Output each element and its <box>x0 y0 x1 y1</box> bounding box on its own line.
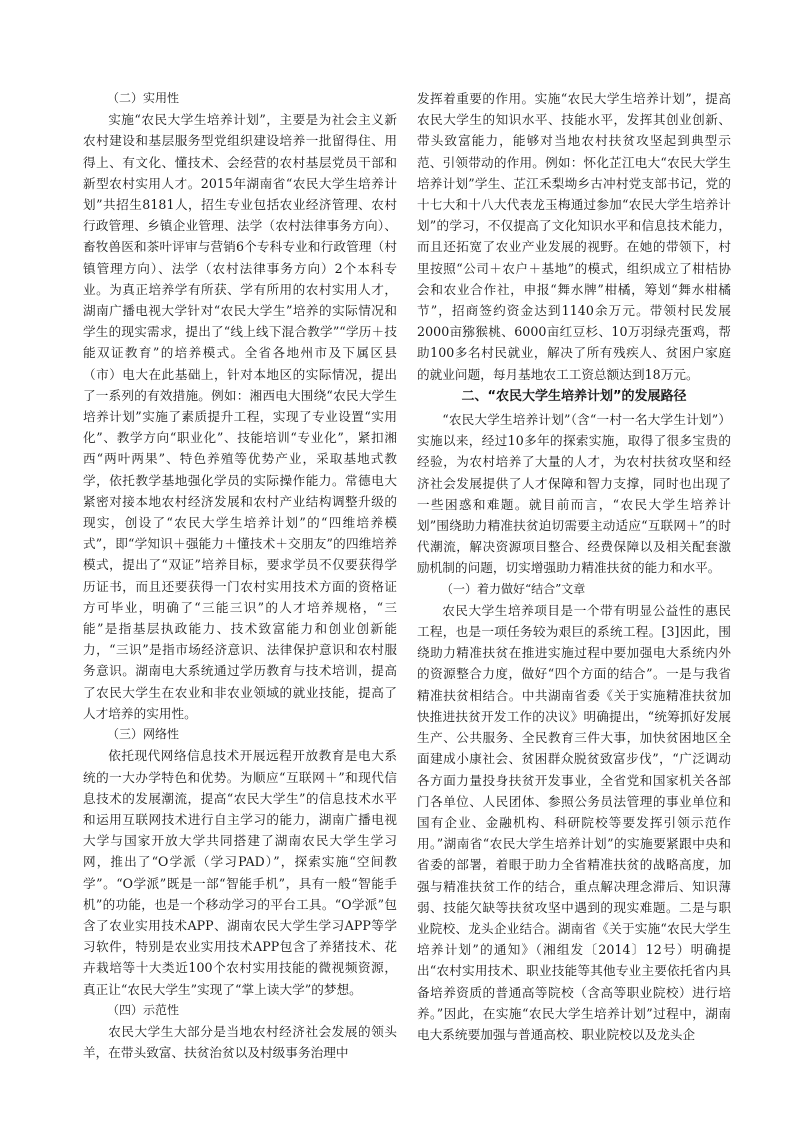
right-column <box>417 88 731 1045</box>
subheading-network: （三）网络性 <box>107 727 180 742</box>
paragraph-combination: 农民大学生培养项目是一个带有明显公益性的惠民工程，也是一项任务较为艰巨的系统工程。[3]因此，围绕助力精准扶贫在推进实施过程中要加强电大系统内外的资源整合力度，做好“四个方面的结合”。一是与我省精准扶贫相结合。中共湖南省委《关于实施精准扶贫加快推进扶贫开发工作的决议》明确提出，“统筹抓好发展生产、公共服务、全民教育三件大事，加快贫困地区全面建成小康社会、贫困群众脱贫致富步伐”，“广泛调动各方面力量投身扶贫开发事业，全省党和国家机关各部门各单位、人民团体、参照公务员法管理的事业单位和国有企业、金融机构、科研院校等要发挥引领示范作用。”湖南省“农民大学生培养计划”的实施要紧跟中央和省委的部署，着眼于助力全省精准扶贫的战略高度，加强与精准扶贫工作的结合，重点解决理念滞后、知识薄弱、技能欠缺等扶贫攻坚中遇到的现实难题。二是与职业院校、龙头企业结合。湖南省《关于实施“农民大学生培养计划”的通知》（湘组发〔2014〕12号）明确提出“农村实用技术、职业技能等其他专业主要依托省内具备培养资质的普通高等院校（含高等职业院校）进行培养。”因此，在实施“农民大学生培养计划”过程中，湖南电大系统要加强与普通高校、职业院校以及龙头企 <box>417 602 731 1042</box>
subheading-practical: （二）实用性 <box>107 91 180 105</box>
paragraph-practical: 实施“农民大学生培养计划”，主要是为社会主义新农村建设和基层服务型党组织建设培养一批留得住、用得上、有文化、懂技术、会经营的农村基层党员干部和新型农村实用人才。2015年湖南省“农民大学生培养计划”共招生8181人，招生专业包括农业经济管理、农村行政管理、乡镇企业管理、法学（农村法律事务方向）、畜牧兽医和茶叶评审与营销6个专科专业和行政管理（村镇管理方向）、法学（农村法律事务方向）2个本科专业。为真正培养学有所获、学有所用的农村实用人才，湖南广播电视大学针对“农民大学生”培养的实际情况和学生的现实需求，提出了“线上线下混合教学”“学历＋技能双证教育”的培养模式。全省各地州市及下属区县（市）电大在此基础上，针对本地区的实际情况，提出了一系列的有效措施。例如：湘西电大围绕“农民大学生培养计划”实施了素质提升工程，实现了专业设置“实用化”、教学方向“职业化”、技能培训“专业化”，紧扣湘西“两叶两果”、特色养殖等优势产业，采取基地式教学，依托教学基地强化学员的实际操作能力。常德电大紧密对接本地农村经济发展和农村产业结构调整升级的现实，创设了“农民大学生培养计划”的“四维培养模式”，即“学知识＋强能力＋懂技术＋交朋友”的四维培养模式，提出了“双证”培养目标，要求学员不仅要获得学历证书，而且还要获得一门农村实用技术方面的资格证方可毕业，明确了“三能三识”的人才培养规格，“三能”是指基层执政能力、技术致富能力和创业创新能力，“三识”是指市场经济意识、法律保护意识和农村服务意识。湖南电大系统通过学历教育与技术培训，提高了农民大学生在农业和非农业领域的就业技能，提高了人才培养的实用性。 <box>83 112 397 721</box>
paragraph-development-overview: “农民大学生培养计划”（含“一村一名大学生计划”）实施以来，经过10多年的探索实施，取得了很多宝贵的经验，为农村培养了大量的人才，为农村扶贫攻坚和经济社会发展提供了人才保障和智力支撑，同时也出现了一些困惑和难题。就目前而言，“农民大学生培养计划”围绕助力精准扶贫迫切需要主动适应“互联网＋”的时代潮流，解决资源项目整合、经费保障以及相关配套激励机制的问题，切实增强助力精准扶贫的能力和水平。 <box>417 412 731 576</box>
subheading-demonstration: （四）示范性 <box>107 1002 180 1017</box>
paragraph-demonstration-continued: 发挥着重要的作用。实施“农民大学生培养计划”，提高农民大学生的知识水平、技能水平，发挥其创业创新、带头致富能力，能够对当地农村扶贫攻坚起到典型示范、引领带动的作用。例如：怀化芷江电大“农民大学生培养计划”学生、芷江禾梨坳乡古冲村党支部书记，党的十七大和十八大代表龙玉梅通过参加“农民大学生培养计划”的学习，不仅提高了文化知识水平和信息技术能力，而且还拓宽了农业产业发展的视野。在她的带领下，村里按照“公司＋农户＋基地”的模式，组织成立了柑桔协会和农业合作社，申报“舞水牌”柑橘，筹划“舞水柑橘节”，招商签约资金达到1140余万元。带领村民发展2000亩猕猴桃、6000亩红豆杉、10万羽绿壳蛋鸡，帮助100多名村民就业，解决了所有残疾人、贫困户家庭的就业问题，每月基地农工工资总额达到18万元。 <box>417 91 731 382</box>
paragraph-network: 依托现代网络信息技术开展远程开放教育是电大系统的一大办学特色和优势。为顺应“互联网＋”和现代信息技术的发展潮流，提高“农民大学生”的信息技术水平和运用互联网技术进行自主学习的能力，湖南广播电视大学与国家开放大学共同搭建了湖南农民大学生学习网，推出了“O学派（学习PAD）”，探索实施“空间教学”。“O学派”既是一部“智能手机”，具有一般“智能手机”的功能，也是一个移动学习的平台工具。“O学派”包含了农业实用技术APP、湖南农民大学生学习APP等学习软件，特别是农业实用技术APP包含了养猪技术、花卉栽培等十大类近100个农村实用技能的微视频资源，真正让“农民大学生”实现了“掌上读大学”的梦想。 <box>83 748 397 997</box>
subheading-combination: （一）着力做好“结合”文章 <box>441 581 586 596</box>
section-heading-development-path: 二、“农民大学生培养计划”的发展路径 <box>461 388 687 404</box>
paragraph-demonstration-start: 农民大学生大部分是当地农村经济社会发展的领头羊，在带头致富、扶贫治贫以及村级事务治理中 <box>83 1023 397 1061</box>
left-column <box>83 88 397 1063</box>
